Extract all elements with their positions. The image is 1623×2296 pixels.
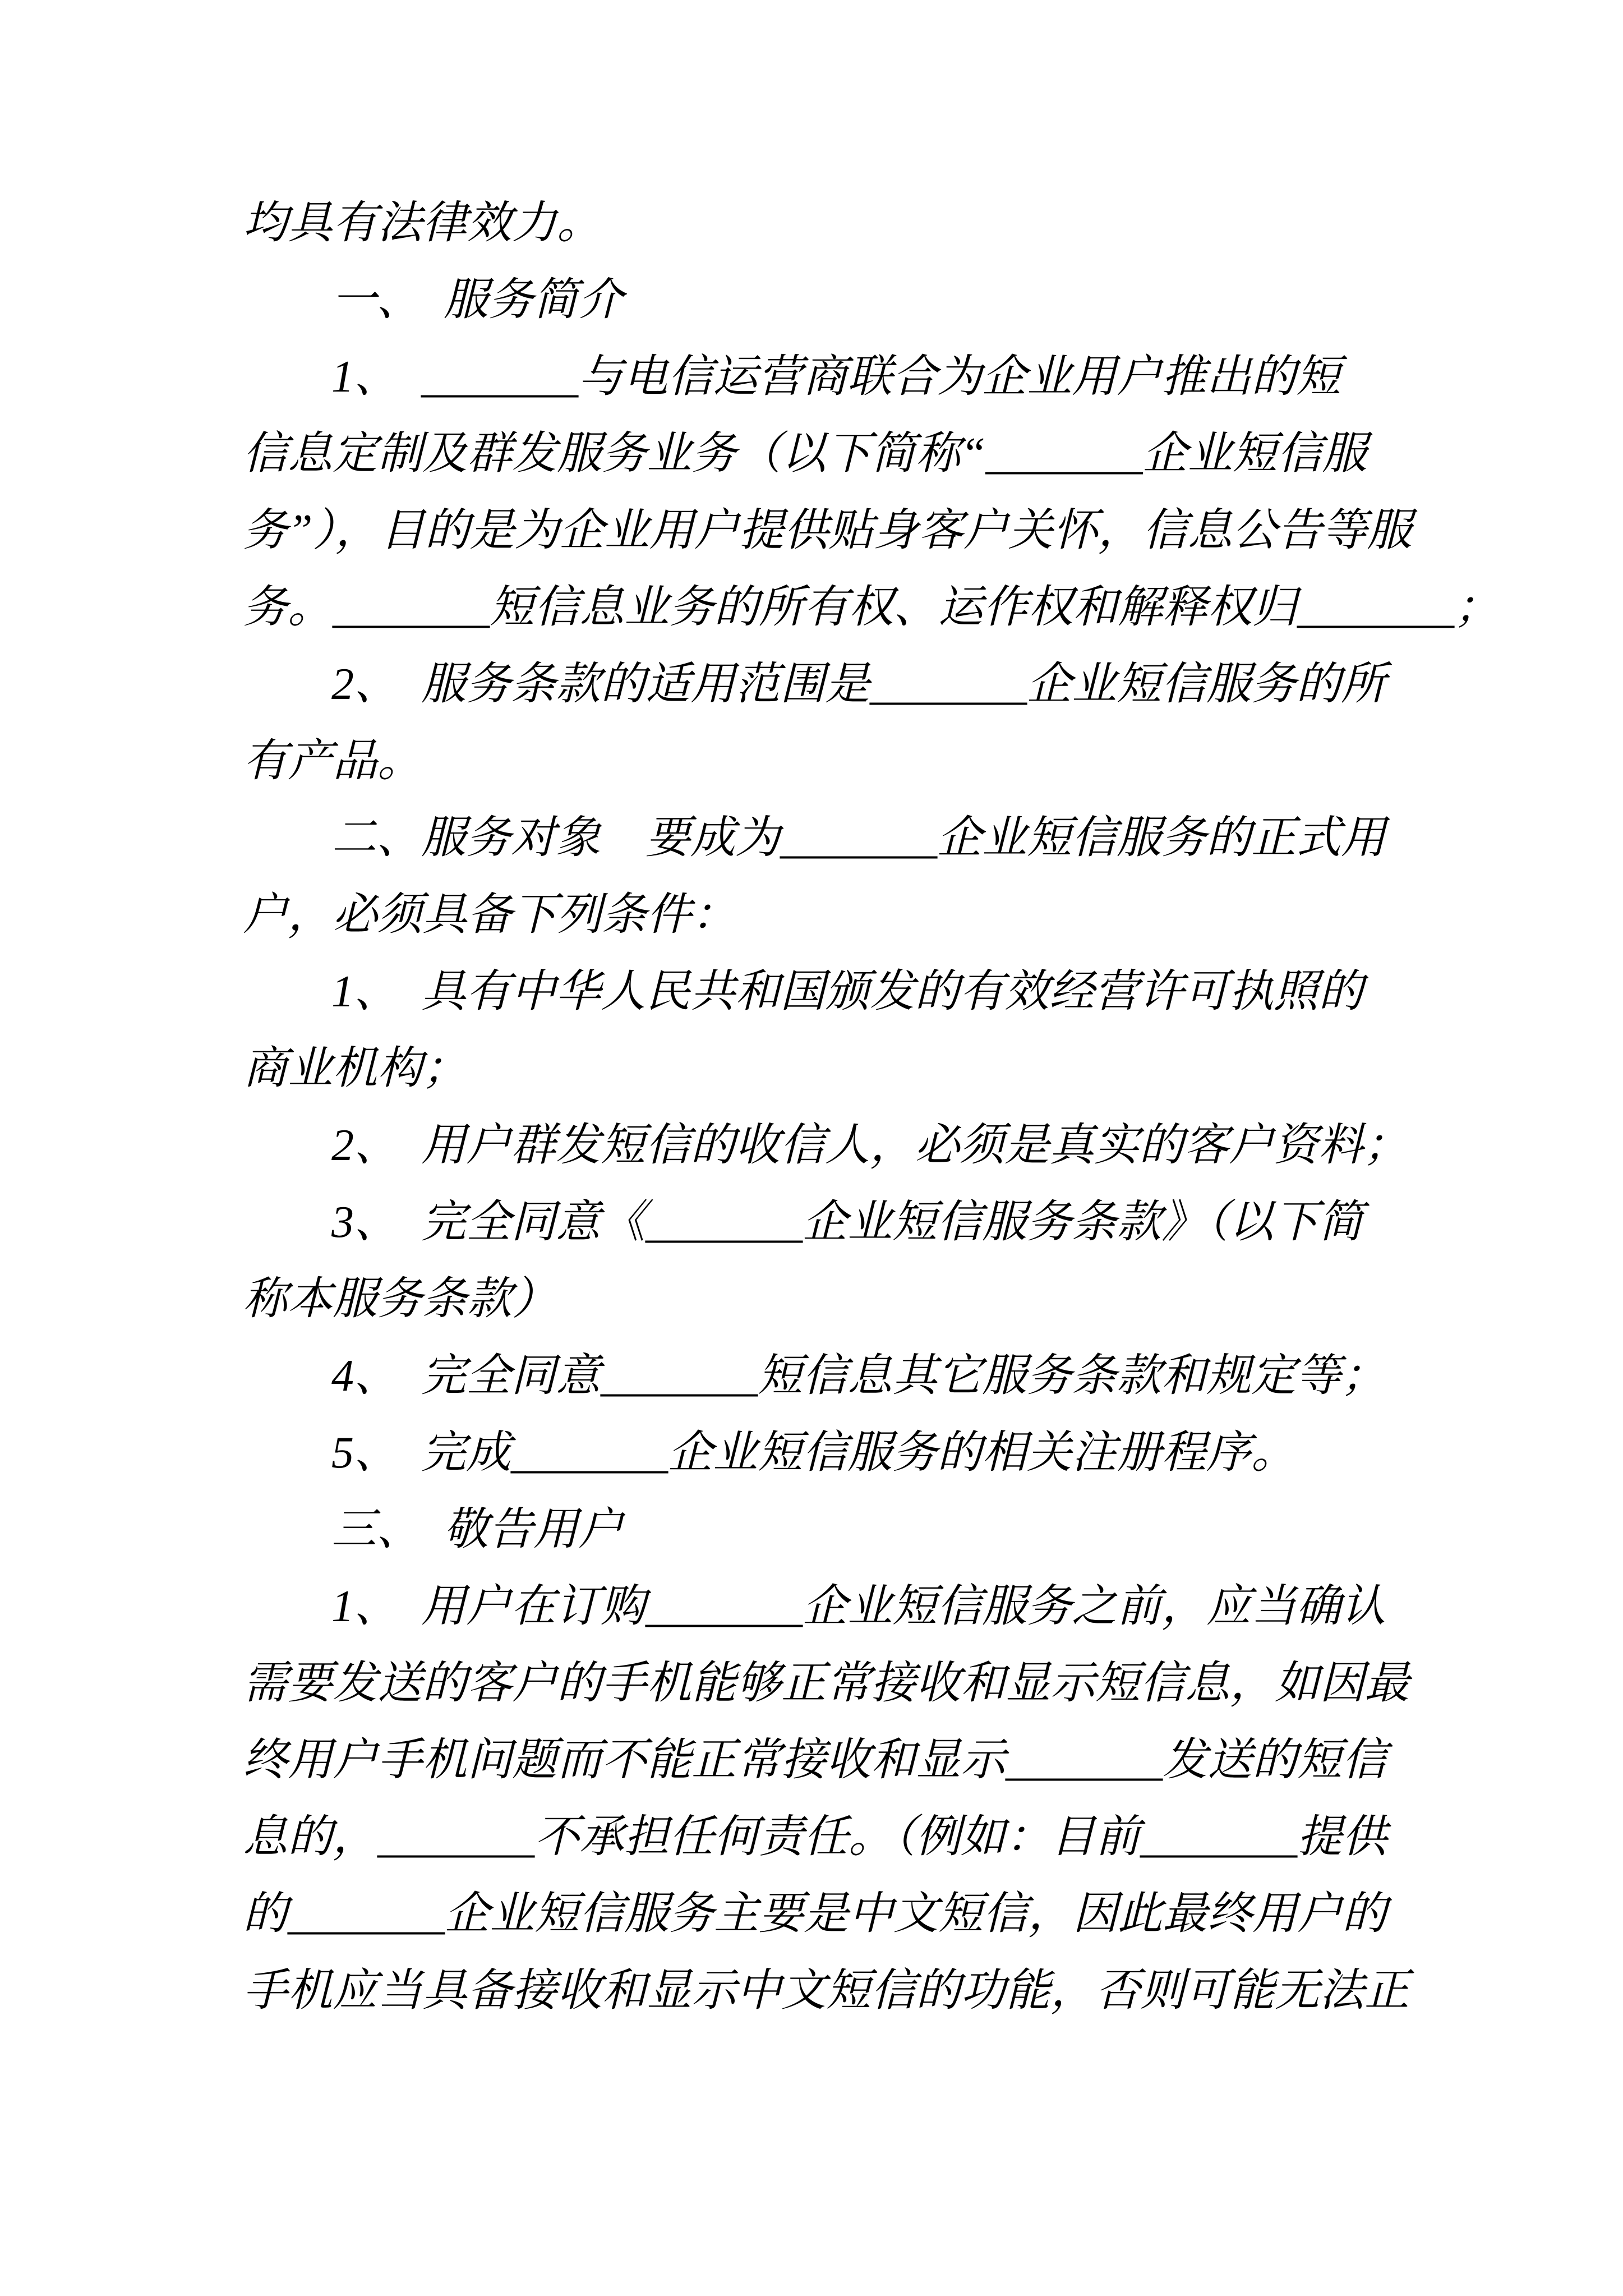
text-line: 的_______企业短信服务主要是中文短信，因此最终用户的 — [243, 1889, 1387, 1939]
text-line: 需要发送的客户的手机能够正常接收和显示短信息，如因最 — [243, 1659, 1409, 1708]
text-line: 终用户手机问题而不能正常接收和显示_______发送的短信 — [243, 1736, 1387, 1785]
text-line: 1、 具有中华人民共和国颁发的有效经营许可执照的 — [331, 967, 1363, 1016]
text-line: 3、 完全同意《_______企业短信服务条款》（以下简 — [331, 1198, 1363, 1247]
text-line: 商业机构； — [243, 1044, 467, 1093]
text-line: 务”），目的是为企业用户提供贴身客户关怀，信息公告等服 — [243, 506, 1412, 555]
document-text-block — [243, 185, 1499, 2030]
section-heading-line: 一、 服务简介 — [331, 275, 623, 325]
text-line: 有产品。 — [243, 737, 422, 786]
text-line: 2、 服务条款的适用范围是_______企业短信服务的所 — [331, 660, 1386, 709]
text-line: 手机应当具备接收和显示中文短信的功能，否则可能无法正 — [243, 1966, 1409, 2016]
section-heading-line: 三、 敬告用户 — [331, 1505, 623, 1554]
text-line: 2、 用户群发短信的收信人，必须是真实的客户资料； — [331, 1121, 1408, 1170]
text-line: 1、 _______与电信运营商联合为企业用户推出的短 — [331, 352, 1341, 402]
section-heading-line: 二、服务对象 要成为_______企业短信服务的正式用 — [331, 813, 1386, 863]
text-line: 务。_______短信息业务的所有权、运作权和解释权归_______； — [243, 583, 1499, 632]
text-line: 4、 完全同意_______短信息其它服务条款和规定等； — [331, 1351, 1386, 1401]
text-line: 5、 完成_______企业短信服务的相关注册程序。 — [331, 1428, 1296, 1478]
text-line: 称本服务条款） — [243, 1274, 557, 1324]
text-line: 1、 用户在订购_______企业短信服务之前，应当确认 — [331, 1582, 1386, 1631]
text-line: 息的，_______不承担任何责任。（例如：目前_______提供 — [243, 1812, 1387, 1862]
text-line: 信息定制及群发服务业务（以下简称“_______企业短信服 — [243, 429, 1367, 478]
text-line: 均具有法律效力。 — [243, 199, 602, 248]
text-line: 户，必须具备下列条件： — [243, 890, 736, 940]
